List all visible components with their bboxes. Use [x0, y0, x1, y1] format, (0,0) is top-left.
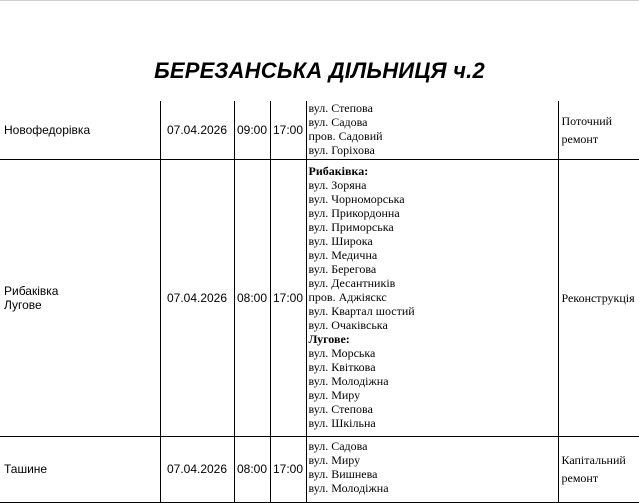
date-cell: 07.04.2026 — [160, 159, 234, 436]
street-name: вул. Десантників — [309, 276, 558, 290]
top-border-line — [0, 0, 639, 1]
street-name: вул. Шкільна — [309, 416, 558, 430]
street-name: вул. Медична — [309, 248, 558, 262]
work-type-text: ремонт — [562, 469, 639, 487]
village-name: Лугове — [4, 298, 160, 312]
street-name: вул. Степова — [309, 101, 558, 115]
work-type-text: Реконструкція — [562, 289, 639, 307]
start-time-cell: 09:00 — [234, 101, 270, 159]
date-cell: 07.04.2026 — [160, 436, 234, 502]
street-name: вул. Горіхова — [309, 143, 558, 157]
street-name: вул. Очаківська — [309, 318, 558, 332]
village-name: Ташине — [4, 462, 160, 476]
work-type-text: Поточний — [562, 112, 639, 130]
end-time-cell: 17:00 — [270, 101, 306, 159]
street-name: вул. Садова — [309, 115, 558, 129]
outage-schedule-table — [0, 101, 639, 503]
street-name: вул. Берегова — [309, 262, 558, 276]
street-name: вул. Молодіжна — [309, 481, 558, 495]
street-name: вул. Миру — [309, 453, 558, 467]
street-name: пров. Аджіяскс — [309, 290, 558, 304]
street-name: вул. Чорноморська — [309, 192, 558, 206]
table-row — [0, 159, 639, 436]
street-name: вул. Вишнева — [309, 467, 558, 481]
street-name: пров. Садовий — [309, 129, 558, 143]
village-subheader: Рибаківка: — [309, 164, 558, 178]
page-title: БЕРЕЗАНСЬКА ДІЛЬНИЦЯ ч.2 — [0, 58, 639, 84]
streets-cell — [306, 101, 558, 159]
table-row — [0, 101, 639, 159]
end-time-cell: 17:00 — [270, 159, 306, 436]
start-time-cell: 08:00 — [234, 436, 270, 502]
work-type-cell — [558, 101, 639, 159]
date-cell: 07.04.2026 — [160, 101, 234, 159]
table-row — [0, 436, 639, 502]
village-name: Новофедорівка — [4, 123, 160, 137]
village-cell — [0, 101, 160, 159]
street-name: вул. Широка — [309, 234, 558, 248]
street-name: вул. Квартал шостий — [309, 304, 558, 318]
street-name: вул. Степова — [309, 402, 558, 416]
village-cell — [0, 159, 160, 436]
village-name: Рибаківка — [4, 284, 160, 298]
streets-cell — [306, 159, 558, 436]
start-time-cell: 08:00 — [234, 159, 270, 436]
street-name: вул. Садова — [309, 439, 558, 453]
end-time-cell: 17:00 — [270, 436, 306, 502]
street-name: вул. Приморська — [309, 220, 558, 234]
street-name: вул. Прикордонна — [309, 206, 558, 220]
streets-cell — [306, 436, 558, 502]
street-name: вул. Морська — [309, 346, 558, 360]
work-type-cell — [558, 159, 639, 436]
work-type-text: Капітальний — [562, 451, 639, 469]
village-cell — [0, 436, 160, 502]
village-subheader: Лугове: — [309, 332, 558, 346]
street-name: вул. Квіткова — [309, 360, 558, 374]
table-body — [0, 101, 639, 502]
street-name: вул. Молодіжна — [309, 374, 558, 388]
work-type-cell — [558, 436, 639, 502]
work-type-text: ремонт — [562, 130, 639, 148]
street-name: вул. Зоряна — [309, 178, 558, 192]
street-name: вул. Миру — [309, 388, 558, 402]
